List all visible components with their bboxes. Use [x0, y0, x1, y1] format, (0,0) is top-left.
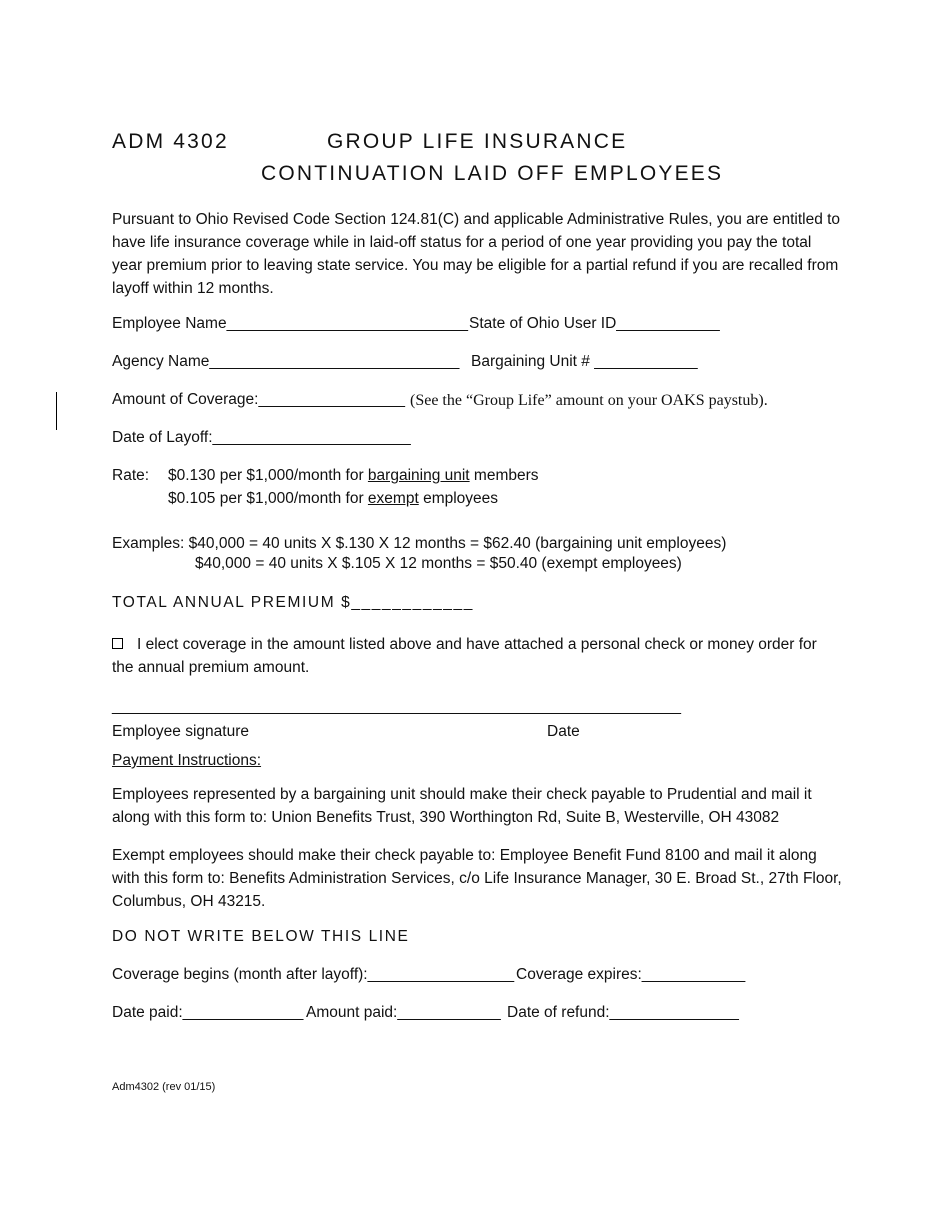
- employee-name-field[interactable]: Employee Name____________________________: [112, 315, 468, 332]
- example-bargaining: Examples: $40,000 = 40 units X $.130 X 12 months = $62.40 (bargaining unit employees): [112, 535, 727, 552]
- layoff-date-field[interactable]: Date of Layoff:_______________________: [112, 429, 411, 446]
- rate-bargaining: $0.130 per $1,000/month for bargaining unit members: [168, 467, 539, 484]
- bargaining-unit-field[interactable]: Bargaining Unit # ____________: [471, 353, 698, 370]
- refund-date-field[interactable]: Date of refund:_______________: [507, 1004, 739, 1021]
- total-premium-field[interactable]: TOTAL ANNUAL PREMIUM $____________: [112, 594, 474, 611]
- payment-instructions-heading: Payment Instructions:: [112, 752, 262, 769]
- signature-date-label: Date: [547, 723, 580, 740]
- rate-exempt: $0.105 per $1,000/month for exempt employees: [168, 490, 499, 507]
- form-title-line1: GROUP LIFE INSURANCE: [327, 130, 628, 153]
- employee-signature-label: Employee signature: [112, 723, 249, 740]
- payment-bargaining-text: Employees represented by a bargaining unit should make their check payable to Prudential and mail it along with this form to: Union Benefits Trust, 390 Worthington Rd, Suite B, Westerville, OH 43082: [112, 786, 812, 826]
- user-id-field[interactable]: State of Ohio User ID____________: [469, 315, 720, 332]
- date-paid-field[interactable]: Date paid:______________: [112, 1004, 304, 1021]
- payment-exempt-text: Exempt employees should make their check payable to: Employee Benefit Fund 8100 and mail it along with this form to: Benefits Administration Services, c/o Life Insurance Manager, 30 E. Broad St., 27th Floor, Columbus, OH 43215.: [112, 847, 842, 910]
- coverage-amount-field[interactable]: Amount of Coverage:_________________: [112, 391, 406, 408]
- amount-paid-field[interactable]: Amount paid:____________: [306, 1004, 501, 1021]
- form-revision-footer: Adm4302 (rev 01/15): [112, 1081, 216, 1093]
- margin-change-bar: [56, 392, 57, 430]
- form-id: ADM 4302: [112, 130, 229, 153]
- coverage-begins-field[interactable]: Coverage begins (month after layoff):_________________: [112, 966, 515, 983]
- agency-name-field[interactable]: Agency Name_____________________________: [112, 353, 460, 370]
- intro-paragraph: Pursuant to Ohio Revised Code Section 124.81(C) and applicable Administrative Rules, you are entitled to have life insurance coverage while in laid-off status for a period of one year providing you pay the total year premium prior to leaving state service. You may be eligible for a partial refund if you are recalled from layoff within 12 months.: [112, 211, 841, 297]
- form-title-line2: CONTINUATION LAID OFF EMPLOYEES: [261, 162, 724, 185]
- rate-label: Rate:: [112, 467, 150, 484]
- election-checkbox[interactable]: [112, 638, 123, 649]
- election-statement: I elect coverage in the amount listed above and have attached a personal check or money order for the annual premium amount.: [112, 636, 817, 676]
- office-use-heading: DO NOT WRITE BELOW THIS LINE: [112, 928, 410, 945]
- coverage-expires-field[interactable]: Coverage expires:____________: [516, 966, 746, 983]
- example-exempt: $40,000 = 40 units X $.105 X 12 months = $50.40 (exempt employees): [195, 555, 682, 572]
- signature-line[interactable]: __________________________________________________________________: [112, 698, 681, 715]
- coverage-note: (See the “Group Life” amount on your OAKS paystub).: [410, 392, 768, 409]
